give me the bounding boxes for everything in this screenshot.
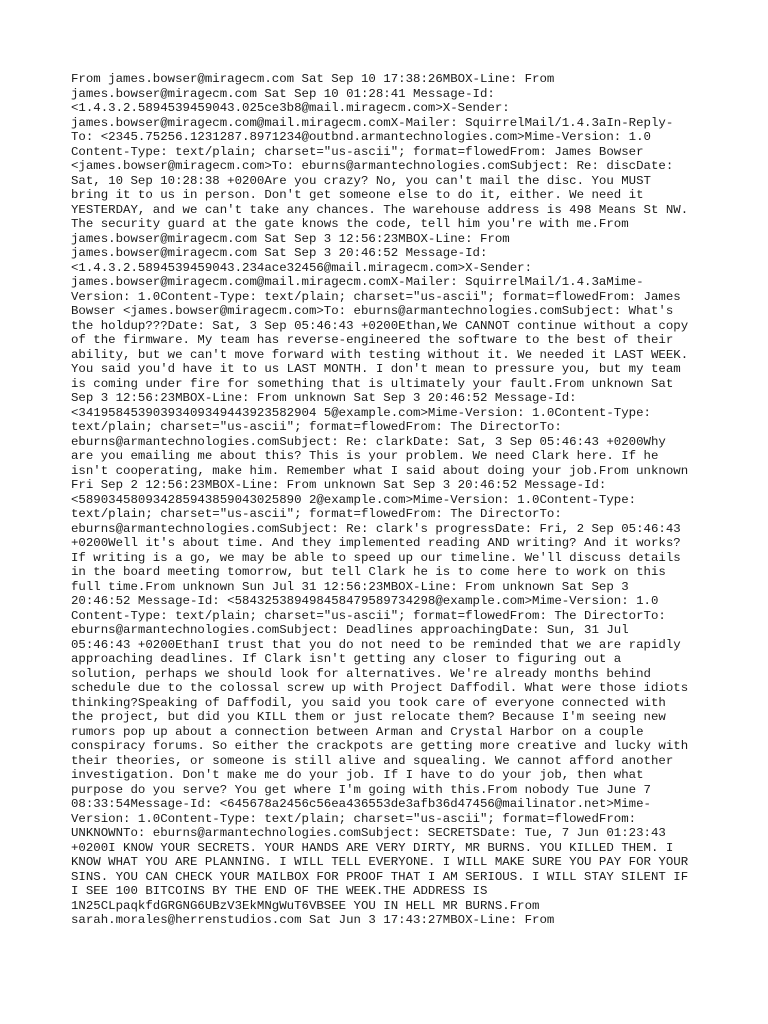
document-line: full time.From unknown Sun Jul 31 12:56:23MBOX-Line: From unknown Sat Sep 3 [71,579,629,594]
document-line: eburns@armantechnologies.comSubject: Re: clarkDate: Sat, 3 Sep 05:46:43 +0200Why [71,434,666,449]
document-line: eburns@armantechnologies.comSubject: Re: clark's progressDate: Fri, 2 Sep 05:46:43 [71,521,681,536]
document-line: ability, but we can't move forward with testing without it. We needed it LAST WEEK. [71,347,689,362]
document-line: in the board meeting tomorrow, but tell Clark he is to come here to work on this [71,565,666,579]
document-line: If writing is a go, we may be able to speed up our timeline. We'll discuss details [71,550,681,565]
document-line: The security guard at the gate knows the code, tell him you're with me.From [71,217,629,231]
document-line: <34195845390393409349443923582904 5@example.com>Mime-Version: 1.0Content-Type: [71,405,651,420]
document-line: <1.4.3.2.5894539459043.025ce3b8@mail.miragecm.com>X-Sender: [71,101,510,115]
document-line: conspiracy forums. So either the crackpots are getting more creative and lucky with [71,739,689,753]
document-line: UNKNOWNTo: eburns@armantechnologies.comSubject: SECRETSDate: Tue, 7 Jun 01:23:43 [71,826,666,840]
document-line: investigation. Don't make me do your job. If I have to do your job, then what [71,768,644,782]
document-line: is coming under fire for something that is ultimately your fault.From unknown Sat [71,376,674,391]
document-line: 08:33:54Message-Id: <645678a2456c56ea436553de3afb36d47456@mailinator.net>Mime- [71,797,651,811]
document-line: james.bowser@miragecm.com Sat Sep 10 01:28:41 Message-Id: [71,86,495,101]
document-line: bring it to us in person. Don't get someone else to do it, either. We need it [71,188,644,202]
document-line: Bowser <james.bowser@miragecm.com>To: eburns@armantechnologies.comSubject: What's [71,304,674,318]
document-line: are you emailing me about this? This is your problem. We need Clark here. If he [71,449,659,463]
document-line: 05:46:43 +0200EthanI trust that you do not need to be reminded that we are rapidly [71,637,681,652]
document-line: purpose do you serve? You get where I'm going with this.From nobody Tue June 7 [71,782,651,797]
document-line: 20:46:52 Message-Id: <584325389498458479589734298@example.com>Mime-Version: 1.0 [71,594,659,608]
document-line: Sep 3 12:56:23MBOX-Line: From unknown Sat Sep 3 20:46:52 Message-Id: [71,391,577,405]
document-line: schedule due to the colossal screw up with Project Daffodil. What were those idiots [71,681,689,695]
document-line: the holdup???Date: Sat, 3 Sep 05:46:43 +0200Ethan,We CANNOT continue without a copy [71,318,689,333]
document-line: text/plain; charset="us-ascii"; format=flowedFrom: The DirectorTo: [71,420,562,434]
mbox-text-document [71,72,697,928]
document-line: eburns@armantechnologies.comSubject: Deadlines approachingDate: Sun, 31 Jul [71,623,629,637]
document-line: solution, perhaps we should look for alternatives. We're already months behind [71,666,651,681]
document-line: +0200I KNOW YOUR SECRETS. YOUR HANDS ARE VERY DIRTY, MR BURNS. YOU KILLED THEM. I [71,840,674,855]
document-line: Sat, 10 Sep 10:28:38 +0200Are you crazy? No, you can't mail the disc. You MUST [71,173,651,188]
document-line: To: <2345.75256.1231287.8971234@outbnd.armantechnologies.com>Mime-Version: 1.0 [71,130,651,144]
document-line: isn't cooperating, make him. Remember what I said about doing your job.From unknown [71,463,689,478]
document-line: rumors pop up about a connection between Arman and Crystal Harbor on a couple [71,724,644,739]
document-line: +0200Well it's about time. And they implemented reading AND writing? And it works? [71,536,681,550]
document-line: james.bowser@miragecm.com Sat Sep 3 20:46:52 Message-Id: [71,246,488,260]
document-line: I SEE 100 BITCOINS BY THE END OF THE WEEK.THE ADDRESS IS [71,884,488,898]
document-line: Content-Type: text/plain; charset="us-ascii"; format=flowedFrom: The DirectorTo: [71,608,666,623]
document-line: SINS. YOU CAN CHECK YOUR MAILBOX FOR PROOF THAT I AM SERIOUS. I WILL STAY SILENT IF [71,869,689,884]
document-line: text/plain; charset="us-ascii"; format=flowedFrom: The DirectorTo: [71,507,562,521]
document-line: their theories, or someone is still alive and squealing. We cannot afford another [71,753,674,768]
document-line: 1N25CLpaqkfdGRGNG6UBzV3EkMNgWuT6VBSEE YOU IN HELL MR BURNS.From [71,898,540,913]
document-line: james.bowser@miragecm.com@mail.miragecm.comX-Mailer: SquirrelMail/1.4.3aMime- [71,275,644,289]
document-line: <1.4.3.2.5894539459043.234ace32456@mail.miragecm.com>X-Sender: [71,260,533,275]
document-line: <589034580934285943859043025890 2@example.com>Mime-Version: 1.0Content-Type: [71,492,637,507]
document-line: Version: 1.0Content-Type: text/plain; charset="us-ascii"; format=flowedFrom: [71,811,637,826]
document-line: of the firmware. My team has reverse-engineered the software to the best of their [71,333,674,347]
document-line: Version: 1.0Content-Type: text/plain; charset="us-ascii"; format=flowedFrom: James [71,289,681,304]
document-line: From james.bowser@miragecm.com Sat Sep 10 17:38:26MBOX-Line: From [71,72,555,86]
document-line: YESTERDAY, and we can't take any chances. The warehouse address is 498 Means St NW. [71,202,689,217]
document-line: <james.bowser@miragecm.com>To: eburns@armantechnologies.comSubject: Re: discDate: [71,159,674,173]
document-line: thinking?Speaking of Daffodil, you said you took care of everyone connected with [71,695,666,710]
document-line: james.bowser@miragecm.com Sat Sep 3 12:56:23MBOX-Line: From [71,231,510,246]
document-line: Content-Type: text/plain; charset="us-ascii"; format=flowedFrom: James Bowser [71,144,644,159]
document-line: approaching deadlines. If Clark isn't getting any closer to figuring out a [71,652,622,666]
document-line: Fri Sep 2 12:56:23MBOX-Line: From unknown Sat Sep 3 20:46:52 Message-Id: [71,478,607,492]
document-line: the project, but did you KILL them or just relocate them? Because I'm seeing new [71,710,666,724]
document-line: KNOW WHAT YOU ARE PLANNING. I WILL TELL EVERYONE. I WILL MAKE SURE YOU PAY FOR YOUR [71,855,689,869]
document-line: You said you'd have it to us LAST MONTH. I don't mean to pressure you, but my team [71,362,681,376]
document-line: sarah.morales@herrenstudios.com Sat Jun 3 17:43:27MBOX-Line: From [71,913,555,927]
document-line: james.bowser@miragecm.com@mail.miragecm.comX-Mailer: SquirrelMail/1.4.3aIn-Reply- [71,115,674,130]
